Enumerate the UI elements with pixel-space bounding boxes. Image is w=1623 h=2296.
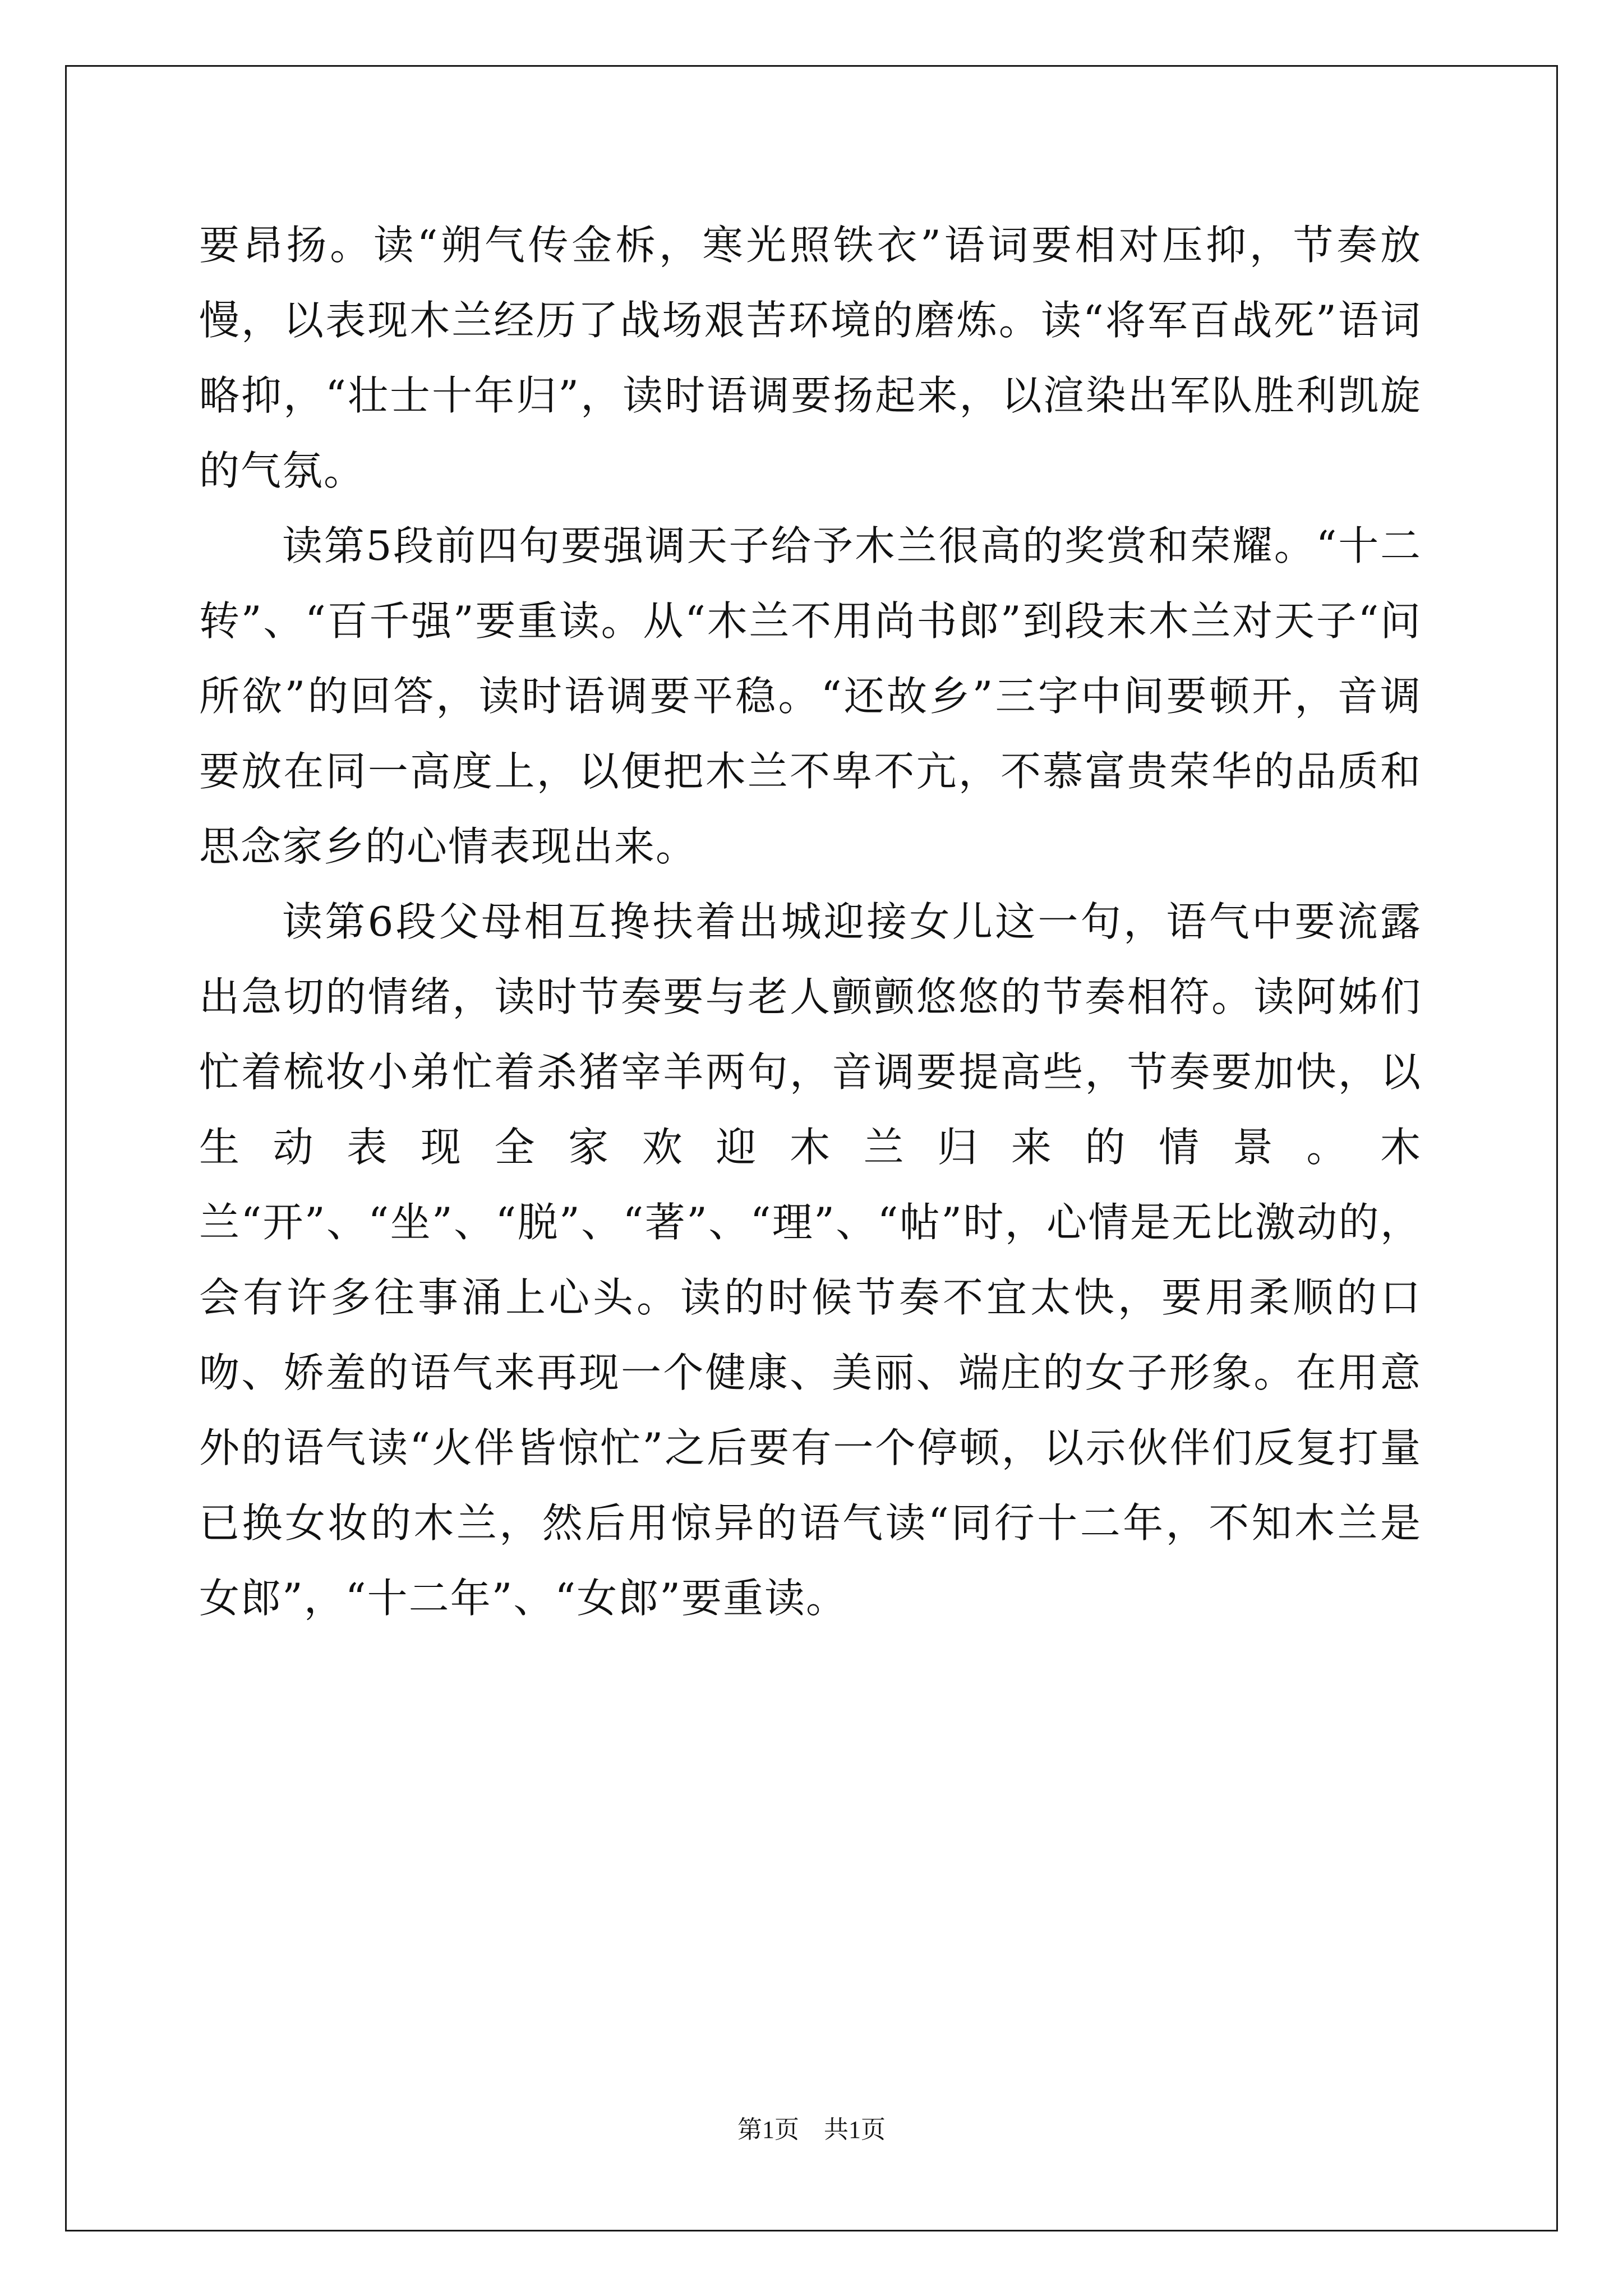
paragraph-2: 读第5段前四句要强调天子给予木兰很高的奖赏和荣耀。“十二转”、“百千强”要重读。从“木兰不用尚书郎”到段末木兰对天子“问所欲”的回答，读时语调要平稳。“还故乡”三字中间要顿开，音调要放在同一高度上，以便把木兰不卑不亢，不慕富贵荣华的品质和思念家乡的心情表现出来。 [199, 522, 1422, 870]
page-number: 第1页 共1页 [737, 2116, 886, 2143]
paragraph-3: 读第6段父母相互搀扶着出城迎接女儿这一句，语气中要流露出急切的情绪，读时节奏要与老人颤颤悠悠的节奏相符。读阿姊们忙着梳妆小弟忙着杀猪宰羊两句，音调要提高些，节奏要加快，以生动表现全家欢迎木兰归来的情景。木兰“开”、“坐”、“脱”、“著”、“理”、“帖”时，心情是无比激动的，会有许多往事涌上心头。读的时候节奏不宜太快，要用柔顺的口吻、娇羞的语气来再现一个健康、美丽、端庄的女子形象。在用意外的语气读“火伴皆惊忙”之后要有一个停顿，以示伙伴们反复打量已换女妆的木兰，然后用惊异的语气读“同行十二年，不知木兰是女郎”，“十二年”、“女郎”要重读。 [199, 898, 1422, 1622]
document-body [199, 208, 1422, 1636]
paragraph-1: 要昂扬。读“朔气传金柝，寒光照铁衣”语词要相对压抑，节奏放慢，以表现木兰经历了战场艰苦环境的磨炼。读“将军百战死”语词略抑，“壮士十年归”，读时语调要扬起来，以渲染出军队胜利凯旋的气氛。 [199, 222, 1422, 494]
